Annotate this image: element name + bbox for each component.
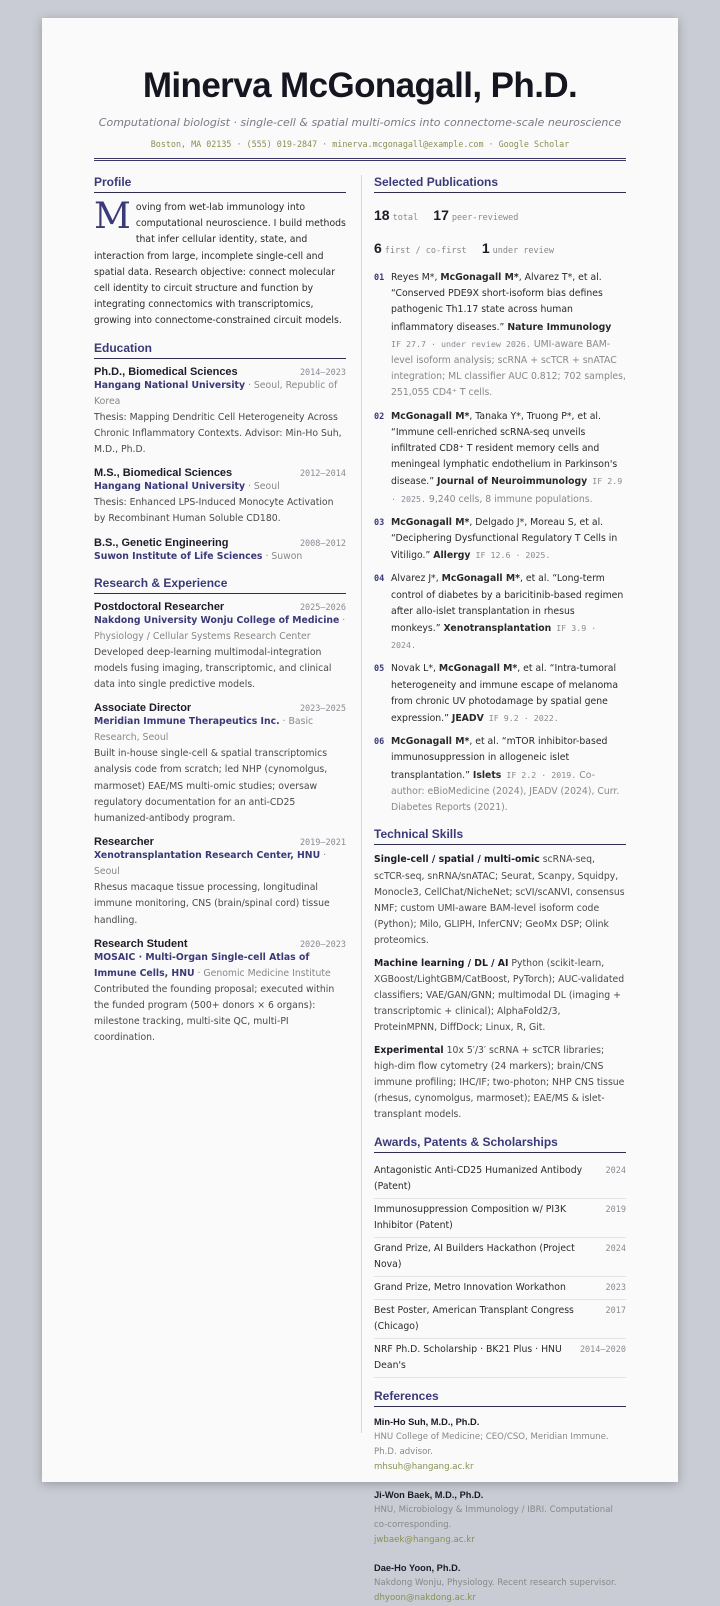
description: Built in-house single-cell & spatial transcriptomics analysis code from scratch; led NHP (cynomolgus, marmoset) EAE/MS multi-omic studies; oversaw regulatory documentation for an anti-CD25 humanized-antibody program. bbox=[94, 748, 328, 825]
location: · Physiology / Cellular Systems Research Center bbox=[94, 614, 346, 642]
organization: MOSAIC · Multi-Organ Single-cell Atlas of Immune Cells, HNU bbox=[94, 951, 310, 979]
header-divider bbox=[94, 158, 626, 161]
pub-note: 9,240 cells, 8 immune populations. bbox=[425, 493, 593, 505]
pub-number: 03 bbox=[374, 517, 385, 528]
pub-title: , Delgado J*, Moreau S, et al. “Deciphering Dysfunctional Regulatory T Cells in Vitiligo.” bbox=[391, 516, 618, 562]
pub-journal: Xenotransplantation bbox=[443, 623, 552, 635]
award-title: Immunosuppression Composition w/ PI3K Inhibitor (Patent) bbox=[374, 1203, 567, 1231]
profile-text bbox=[94, 196, 346, 330]
drop-cap: M bbox=[94, 196, 131, 237]
pub-title: , et al. “mTOR inhibitor-based immunosuppression in allogeneic islet transplantation.” bbox=[391, 736, 608, 781]
publication-item bbox=[374, 571, 626, 654]
location: · Seoul bbox=[245, 481, 280, 493]
pub-meta: IF 27.7 · under review 2026. bbox=[391, 338, 531, 349]
reference-item bbox=[374, 1414, 626, 1475]
dates: 2014–2023 bbox=[299, 367, 346, 378]
reference-name: Min-Ho Suh, M.D., Ph.D. bbox=[374, 1416, 480, 1427]
header bbox=[42, 18, 678, 149]
pub-number: 02 bbox=[374, 411, 385, 422]
publication-item bbox=[374, 734, 626, 816]
pub-journal: Allergy bbox=[433, 550, 471, 562]
pub-meta: IF 12.6 · 2025. bbox=[470, 550, 551, 561]
right-column bbox=[361, 175, 626, 1603]
reference-name: Ji-Won Baek, M.D., Ph.D. bbox=[374, 1489, 484, 1500]
skill-item bbox=[374, 852, 626, 949]
stat-first-label: first / co-first bbox=[384, 246, 467, 256]
role: Research Student bbox=[94, 937, 188, 950]
stat-review-label: under review bbox=[492, 246, 555, 256]
pub-authors-pre: Reyes M*, bbox=[391, 272, 441, 283]
dates: 2025–2026 bbox=[299, 602, 346, 613]
stat-peer-label: peer-reviewed bbox=[451, 213, 519, 223]
profile-heading: Profile bbox=[94, 175, 346, 193]
award-year: 2019 bbox=[605, 1204, 626, 1215]
resume-page bbox=[42, 18, 678, 1603]
description: Contributed the founding proposal; executed within the funded program (500+ donors × 6 organs): milestone tracking, multi-site QC, multi-PI coordination. bbox=[94, 983, 335, 1044]
award-title: Best Poster, American Transplant Congress (Chicago) bbox=[374, 1304, 574, 1332]
pub-author-self: McGonagall M* bbox=[391, 736, 470, 748]
skill-item bbox=[374, 956, 626, 1037]
reference-email[interactable]: mhsuh@hangang.ac.kr bbox=[374, 1461, 474, 1472]
references-heading: References bbox=[374, 1389, 626, 1407]
pub-number: 05 bbox=[374, 664, 385, 675]
pub-title: , et al. “Long-term control of diabetes by a baricitinib-based regimen after allo-islet transplantation in rhesus monkeys.” bbox=[391, 573, 624, 635]
degree: B.S., Genetic Engineering bbox=[94, 536, 229, 549]
pub-authors-pre: Novak L*, bbox=[391, 663, 439, 675]
stat-total-label: total bbox=[392, 213, 419, 223]
publication-item bbox=[374, 661, 626, 727]
pub-author-self: McGonagall M* bbox=[438, 663, 518, 675]
degree: Ph.D., Biomedical Sciences bbox=[94, 365, 238, 378]
skill-item bbox=[374, 1043, 626, 1124]
award-title: Grand Prize, AI Builders Hackathon (Project Nova) bbox=[374, 1242, 575, 1270]
award-year: 2017 bbox=[605, 1305, 626, 1316]
reference-desc: HNU College of Medicine; CEO/CSO, Meridian Immune. Ph.D. advisor. bbox=[374, 1431, 609, 1457]
education-item bbox=[94, 467, 346, 527]
award-item bbox=[374, 1160, 626, 1199]
research-heading: Research & Experience bbox=[94, 576, 346, 594]
dates: 2008–2012 bbox=[299, 538, 346, 549]
publication-item bbox=[374, 515, 626, 565]
institution: Hangang National University bbox=[94, 481, 246, 493]
publication-item bbox=[374, 270, 626, 402]
award-item bbox=[374, 1199, 626, 1238]
description: Developed deep-learning multimodal-integration models fusing imaging, transcriptomic, and clinical data into single predictive models. bbox=[94, 646, 332, 691]
skill-head: Single-cell / spatial / multi-omic bbox=[374, 854, 540, 866]
pub-number: 04 bbox=[374, 574, 385, 585]
reference-item bbox=[374, 1560, 626, 1606]
organization: Nakdong University Wonju College of Medicine bbox=[94, 614, 340, 626]
reference-desc: HNU, Microbiology & Immunology / IBRI. Computational co-corresponding. bbox=[374, 1504, 613, 1530]
award-item bbox=[374, 1277, 626, 1300]
thesis: Thesis: Mapping Dendritic Cell Heterogeneity Across Chronic Inflammatory Contexts. Advisor: Min-Ho Suh, M.D., Ph.D. bbox=[94, 411, 342, 456]
dates: 2023–2025 bbox=[299, 704, 346, 715]
research-item bbox=[94, 702, 346, 827]
degree: M.S., Biomedical Sciences bbox=[94, 467, 233, 480]
skill-body: 10x 5′/3′ scRNA + scTCR libraries; high-dim flow cytometry (24 markers); brain/CNS immune profiling; IHC/IF; two-photon; NHP CNS tissue (rhesus, cynomolgus, marmoset); EAE/MS & islet-transplant models. bbox=[374, 1044, 625, 1121]
award-year: 2024 bbox=[605, 1243, 626, 1254]
skill-head: Machine learning / DL / AI bbox=[374, 957, 509, 969]
pub-author-self: McGonagall M* bbox=[440, 272, 519, 283]
award-year: 2014–2020 bbox=[579, 1344, 626, 1355]
left-column bbox=[94, 175, 346, 1056]
candidate-name: Minerva McGonagall, Ph.D. bbox=[142, 66, 578, 105]
awards-list bbox=[374, 1160, 626, 1378]
organization: Meridian Immune Therapeutics Inc. bbox=[94, 716, 280, 728]
role: Associate Director bbox=[94, 702, 192, 715]
education-item bbox=[94, 537, 346, 565]
awards-heading: Awards, Patents & Scholarships bbox=[374, 1135, 626, 1153]
research-item bbox=[94, 836, 346, 929]
pub-meta: IF 2.9 · 2025. bbox=[391, 476, 623, 504]
pub-note: UMI-aware BAM-level isoform analysis; scRNA + scTCR + snATAC integration; ML classifier AUC 0.812; 702 samples, 251,055 CD4⁺ T cells. bbox=[391, 338, 626, 399]
reference-email[interactable]: jwbaek@hangang.ac.kr bbox=[374, 1534, 475, 1545]
pub-meta: IF 2.2 · 2019. bbox=[501, 769, 577, 780]
pub-authors-pre: Alvarez J*, bbox=[391, 573, 442, 585]
description: Rhesus macaque tissue processing, longitudinal immune monitoring, CNS (brain/spinal cord) tissue handling. bbox=[94, 882, 330, 926]
skill-head: Experimental bbox=[374, 1044, 444, 1056]
pub-journal: Journal of Neuroimmunology bbox=[437, 476, 588, 488]
pub-author-self: McGonagall M* bbox=[391, 516, 470, 528]
award-year: 2023 bbox=[605, 1282, 626, 1293]
pub-note: Co-author: eBioMedicine (2024), JEADV (2024), Curr. Diabetes Reports (2021). bbox=[391, 769, 620, 814]
pub-journal: JEADV bbox=[451, 713, 484, 725]
tagline: Computational biologist · single-cell & spatial multi-omics into connectome-scale neuroscience bbox=[98, 116, 622, 129]
award-year: 2024 bbox=[605, 1165, 626, 1176]
skill-body: Python (scikit-learn, XGBoost/LightGBM/CatBoost, PyTorch); AUC-validated classifiers; VAE/GAN/GNN; multimodal DL (imaging + transcriptomic + clinical); AlphaFold2/3, ProteinMPNN, DiffDock; Linux, R, Git. bbox=[374, 957, 625, 1034]
publication-list bbox=[374, 270, 626, 816]
location: · Genomic Medicine Institute bbox=[194, 967, 331, 979]
pub-author-self: McGonagall M* bbox=[391, 410, 470, 422]
institution: Hangang National University bbox=[94, 379, 246, 391]
pub-journal: Nature Immunology bbox=[507, 321, 612, 333]
reference-name: Dae-Ho Yoon, Ph.D. bbox=[374, 1562, 461, 1573]
stat-peer-count: 17 bbox=[433, 207, 449, 223]
award-title: NRF Ph.D. Scholarship · BK21 Plus · HNU Dean's bbox=[374, 1343, 562, 1371]
award-item bbox=[374, 1238, 626, 1277]
pub-number: 06 bbox=[374, 737, 385, 748]
pub-meta: IF 9.2 · 2022. bbox=[483, 713, 559, 724]
dates: 2019–2021 bbox=[299, 838, 346, 849]
pub-author-self: McGonagall M* bbox=[441, 573, 520, 585]
pub-meta: IF 3.9 · 2024. bbox=[391, 623, 597, 651]
thesis: Thesis: Enhanced LPS-Induced Monocyte Activation by Recombinant Human Soluble CD180. bbox=[94, 497, 334, 525]
publications-heading: Selected Publications bbox=[374, 175, 626, 193]
pub-title: , Tanaka Y*, Truong P*, et al. “Immune cell-enriched scRNA-seq unveils infiltrated CD8⁺ T resident memory cells and meningeal lymphatic endothelium in Parkinson's disease.” bbox=[391, 410, 618, 488]
pub-title: , Alvarez T*, et al. “Conserved PDE9X short-isoform bias defines pathogenic Th1.17 state across human inflammatory diseases.” bbox=[391, 272, 603, 333]
research-list bbox=[94, 601, 346, 1047]
award-item bbox=[374, 1300, 626, 1339]
location: · Seoul bbox=[94, 850, 327, 878]
location: · Basic Research, Seoul bbox=[94, 716, 314, 744]
location: · Suwon bbox=[262, 550, 303, 562]
education-heading: Education bbox=[94, 341, 346, 359]
award-title: Grand Prize, Metro Innovation Workathon bbox=[374, 1281, 566, 1293]
role: Postdoctoral Researcher bbox=[94, 600, 225, 613]
stat-review-count: 1 bbox=[481, 240, 490, 256]
reference-desc: Nakdong Wonju, Physiology. Recent research supervisor. bbox=[374, 1577, 617, 1588]
reference-email[interactable]: dhyoon@nakdong.ac.kr bbox=[374, 1592, 476, 1603]
dates: 2020–2023 bbox=[299, 939, 346, 950]
role: Researcher bbox=[94, 836, 154, 849]
education-list bbox=[94, 366, 346, 565]
organization: Xenotransplantation Research Center, HNU bbox=[94, 850, 321, 862]
stat-first-count: 6 bbox=[374, 240, 382, 256]
reference-item bbox=[374, 1487, 626, 1548]
contact-line: Boston, MA 02135 · (555) 019-2847 · minerva.mcgonagall@example.com · Google Scholar bbox=[150, 139, 570, 149]
research-item bbox=[94, 938, 346, 1047]
publication-item bbox=[374, 409, 626, 508]
pub-number: 01 bbox=[374, 273, 385, 283]
award-title: Antagonistic Anti-CD25 Humanized Antibody (Patent) bbox=[374, 1164, 583, 1192]
research-item bbox=[94, 601, 346, 694]
stat-total-count: 18 bbox=[374, 207, 390, 223]
award-item bbox=[374, 1339, 626, 1378]
profile-body: oving from wet-lab immunology into computational neuroscience. I build methods that infer cellular identity, state, and interaction from large, incomplete single-cell and spatial data. Research objective: connect molecular cell identity to circuit structure and function by integrating connectomics with transcriptomics, growing into connectome-constrained circuit models. bbox=[94, 202, 346, 327]
location: · Seoul, Republic of Korea bbox=[94, 379, 338, 407]
skills-heading: Technical Skills bbox=[374, 827, 626, 845]
dates: 2012–2014 bbox=[299, 469, 346, 480]
skill-body: scRNA-seq, scTCR-seq, snRNA/snATAC; Seurat, Scanpy, Squidpy, Monocle3, CellChat/NicheNet; scVI/scANVI, consensus NMF; custom UMI-aware BAM-level isoform code (Python); Milo, GLIPH, InferCNV; GeoMx DSP; Olink proteomics. bbox=[374, 854, 625, 947]
publication-stats bbox=[374, 200, 626, 266]
education-item bbox=[94, 366, 346, 459]
pub-journal: Islets bbox=[472, 769, 502, 781]
pub-title: , et al. “Intra-tumoral heterogeneity and immune escape of melanoma from chronic UV photodamage by spatial gene expression.” bbox=[391, 663, 619, 725]
institution: Suwon Institute of Life Sciences bbox=[94, 550, 263, 562]
